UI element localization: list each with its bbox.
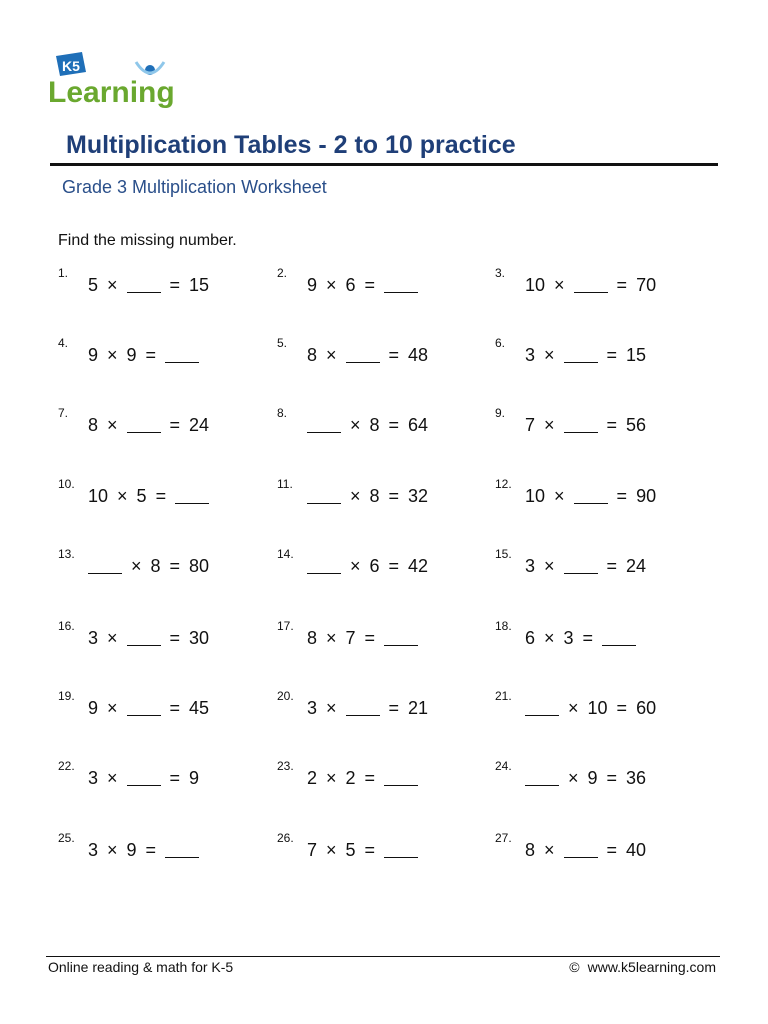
equals-sign: =: [606, 840, 618, 860]
problem-equation: [525, 342, 655, 367]
answer-blank[interactable]: [346, 697, 380, 716]
product: 9: [189, 768, 200, 788]
factor-a: 2: [307, 768, 318, 788]
answer-blank[interactable]: [564, 839, 598, 858]
factor-a: 10: [525, 275, 546, 295]
equals-sign: =: [169, 556, 181, 576]
factor-a: 10: [525, 486, 546, 506]
problem-equation: [307, 272, 427, 297]
problem-equation: [88, 342, 208, 367]
product: 42: [408, 556, 429, 576]
problem-number: 25.: [58, 831, 75, 845]
factor-b: 8: [369, 415, 380, 435]
times-sign: ×: [131, 556, 142, 576]
problem-number: 7.: [58, 406, 69, 420]
equals-sign: =: [388, 486, 400, 506]
times-sign: ×: [544, 345, 555, 365]
copyright-symbol: ©: [569, 959, 580, 975]
logo-badge-text: K5: [62, 58, 80, 74]
product: 80: [189, 556, 210, 576]
product: 70: [636, 275, 657, 295]
problem-number: 19.: [58, 689, 75, 703]
problem-equation: [88, 553, 218, 578]
times-sign: ×: [107, 275, 118, 295]
footer-divider: [46, 956, 720, 957]
times-sign: ×: [117, 486, 128, 506]
factor-a: 3: [88, 628, 99, 648]
times-sign: ×: [554, 486, 565, 506]
answer-blank[interactable]: [564, 414, 598, 433]
product: 40: [626, 840, 647, 860]
product: 24: [626, 556, 647, 576]
answer-blank[interactable]: [307, 555, 341, 574]
product: 48: [408, 345, 429, 365]
page-title: Multiplication Tables - 2 to 10 practice: [66, 131, 516, 159]
problem-equation: [88, 695, 218, 720]
answer-blank[interactable]: [307, 485, 341, 504]
equals-sign: =: [145, 345, 157, 365]
product: 60: [636, 698, 657, 718]
logo-word: Learning: [48, 76, 175, 109]
problem-number: 24.: [495, 759, 512, 773]
website-link[interactable]: www.k5learning.com: [587, 959, 716, 975]
problem-number: 17.: [277, 619, 294, 633]
factor-a: 8: [307, 345, 318, 365]
times-sign: ×: [107, 415, 118, 435]
times-sign: ×: [544, 840, 555, 860]
problem-equation: [307, 483, 437, 508]
factor-a: 7: [307, 840, 318, 860]
times-sign: ×: [326, 628, 337, 648]
times-sign: ×: [326, 768, 337, 788]
times-sign: ×: [107, 628, 118, 648]
problem-number: 6.: [495, 336, 506, 350]
problem-equation: [88, 837, 208, 862]
problem-number: 18.: [495, 619, 512, 633]
instructions: Find the missing number.: [58, 232, 237, 249]
answer-blank[interactable]: [525, 767, 559, 786]
answer-blank[interactable]: [127, 274, 161, 293]
product: 21: [408, 698, 429, 718]
times-sign: ×: [554, 275, 565, 295]
times-sign: ×: [350, 486, 361, 506]
times-sign: ×: [350, 556, 361, 576]
factor-b: 9: [126, 345, 137, 365]
equals-sign: =: [364, 628, 376, 648]
product: 30: [189, 628, 210, 648]
answer-blank[interactable]: [602, 627, 636, 646]
product: 36: [626, 768, 647, 788]
answer-blank[interactable]: [127, 767, 161, 786]
answer-blank[interactable]: [307, 414, 341, 433]
problem-equation: [525, 625, 645, 650]
factor-a: 3: [525, 556, 536, 576]
times-sign: ×: [326, 698, 337, 718]
problem-number: 20.: [277, 689, 294, 703]
problem-number: 8.: [277, 406, 288, 420]
factor-a: 6: [525, 628, 536, 648]
problem-number: 11.: [277, 477, 293, 491]
factor-a: 3: [88, 840, 99, 860]
problem-number: 4.: [58, 336, 69, 350]
answer-blank[interactable]: [574, 485, 608, 504]
product: 45: [189, 698, 210, 718]
equals-sign: =: [388, 345, 400, 365]
times-sign: ×: [350, 415, 361, 435]
answer-blank[interactable]: [346, 344, 380, 363]
answer-blank[interactable]: [384, 627, 418, 646]
equals-sign: =: [364, 840, 376, 860]
times-sign: ×: [544, 628, 555, 648]
times-sign: ×: [107, 345, 118, 365]
problem-equation: [88, 765, 208, 790]
problem-equation: [525, 483, 665, 508]
problem-equation: [525, 695, 665, 720]
equals-sign: =: [169, 698, 181, 718]
equals-sign: =: [582, 628, 594, 648]
title-divider: [50, 163, 718, 166]
times-sign: ×: [544, 556, 555, 576]
problem-equation: [307, 625, 427, 650]
factor-a: 7: [525, 415, 536, 435]
answer-blank[interactable]: [88, 555, 122, 574]
product: 56: [626, 415, 647, 435]
factor-b: 8: [150, 556, 161, 576]
problem-number: 5.: [277, 336, 288, 350]
times-sign: ×: [107, 840, 118, 860]
factor-a: 9: [88, 698, 99, 718]
times-sign: ×: [107, 768, 118, 788]
problem-number: 1.: [58, 266, 69, 280]
answer-blank[interactable]: [384, 839, 418, 858]
factor-a: 8: [307, 628, 318, 648]
problem-number: 3.: [495, 266, 506, 280]
factor-b: 5: [345, 840, 356, 860]
times-sign: ×: [568, 768, 579, 788]
equals-sign: =: [169, 768, 181, 788]
problem-equation: [525, 412, 655, 437]
problem-number: 9.: [495, 406, 506, 420]
problem-number: 13.: [58, 547, 75, 561]
equals-sign: =: [388, 556, 400, 576]
equals-sign: =: [388, 698, 400, 718]
times-sign: ×: [107, 698, 118, 718]
equals-sign: =: [145, 840, 157, 860]
problem-number: 15.: [495, 547, 512, 561]
equals-sign: =: [169, 628, 181, 648]
k5-learning-logo-graphic: [48, 50, 188, 114]
problem-number: 23.: [277, 759, 294, 773]
equals-sign: =: [606, 415, 618, 435]
problem-number: 26.: [277, 831, 294, 845]
answer-blank[interactable]: [564, 555, 598, 574]
problem-number: 2.: [277, 266, 288, 280]
page-subtitle: Grade 3 Multiplication Worksheet: [62, 177, 327, 197]
problem-number: 14.: [277, 547, 294, 561]
equals-sign: =: [606, 556, 618, 576]
equals-sign: =: [169, 275, 181, 295]
times-sign: ×: [326, 345, 337, 365]
answer-blank[interactable]: [525, 697, 559, 716]
problem-number: 22.: [58, 759, 75, 773]
factor-a: 8: [88, 415, 99, 435]
factor-b: 9: [587, 768, 598, 788]
equals-sign: =: [606, 768, 618, 788]
product: 32: [408, 486, 429, 506]
equals-sign: =: [616, 486, 628, 506]
answer-blank[interactable]: [127, 697, 161, 716]
problem-equation: [88, 412, 218, 437]
factor-b: 7: [345, 628, 356, 648]
equals-sign: =: [388, 415, 400, 435]
factor-a: 5: [88, 275, 99, 295]
answer-blank[interactable]: [165, 344, 199, 363]
footer-tagline: Online reading & math for K-5: [48, 959, 234, 975]
product: 15: [189, 275, 210, 295]
problem-equation: [307, 553, 437, 578]
answer-blank[interactable]: [574, 274, 608, 293]
problem-equation: [307, 412, 437, 437]
problem-equation: [307, 695, 437, 720]
factor-b: 6: [369, 556, 380, 576]
problem-equation: [525, 553, 655, 578]
factor-b: 8: [369, 486, 380, 506]
factor-a: 9: [307, 275, 318, 295]
factor-a: 3: [88, 768, 99, 788]
answer-blank[interactable]: [127, 627, 161, 646]
answer-blank[interactable]: [175, 485, 209, 504]
answer-blank[interactable]: [564, 344, 598, 363]
factor-b: 6: [345, 275, 356, 295]
answer-blank[interactable]: [165, 839, 199, 858]
product: 64: [408, 415, 429, 435]
factor-a: 3: [307, 698, 318, 718]
factor-b: 10: [587, 698, 608, 718]
factor-a: 8: [525, 840, 536, 860]
problem-number: 27.: [495, 831, 512, 845]
problem-equation: [525, 765, 655, 790]
problem-equation: [88, 483, 218, 508]
factor-a: 3: [525, 345, 536, 365]
problem-equation: [525, 837, 655, 862]
equals-sign: =: [155, 486, 167, 506]
factor-a: 10: [88, 486, 109, 506]
factor-a: 9: [88, 345, 99, 365]
problem-equation: [88, 272, 218, 297]
problem-equation: [88, 625, 218, 650]
problem-equation: [525, 272, 665, 297]
times-sign: ×: [326, 840, 337, 860]
factor-b: 2: [345, 768, 356, 788]
times-sign: ×: [568, 698, 579, 718]
times-sign: ×: [326, 275, 337, 295]
problem-number: 16.: [58, 619, 75, 633]
product: 24: [189, 415, 210, 435]
equals-sign: =: [364, 768, 376, 788]
product: 15: [626, 345, 647, 365]
problem-number: 10.: [58, 477, 75, 491]
equals-sign: =: [169, 415, 181, 435]
problem-number: 21.: [495, 689, 512, 703]
factor-b: 5: [136, 486, 147, 506]
answer-blank[interactable]: [127, 414, 161, 433]
answer-blank[interactable]: [384, 274, 418, 293]
factor-b: 9: [126, 840, 137, 860]
equals-sign: =: [606, 345, 618, 365]
product: 90: [636, 486, 657, 506]
k5-learning-logo: [48, 50, 188, 114]
problem-equation: [307, 342, 437, 367]
times-sign: ×: [544, 415, 555, 435]
equals-sign: =: [364, 275, 376, 295]
problem-equation: [307, 765, 427, 790]
factor-b: 3: [563, 628, 574, 648]
equals-sign: =: [616, 275, 628, 295]
equals-sign: =: [616, 698, 628, 718]
footer-website: [569, 959, 716, 975]
answer-blank[interactable]: [384, 767, 418, 786]
problem-equation: [307, 837, 427, 862]
problem-number: 12.: [495, 477, 512, 491]
